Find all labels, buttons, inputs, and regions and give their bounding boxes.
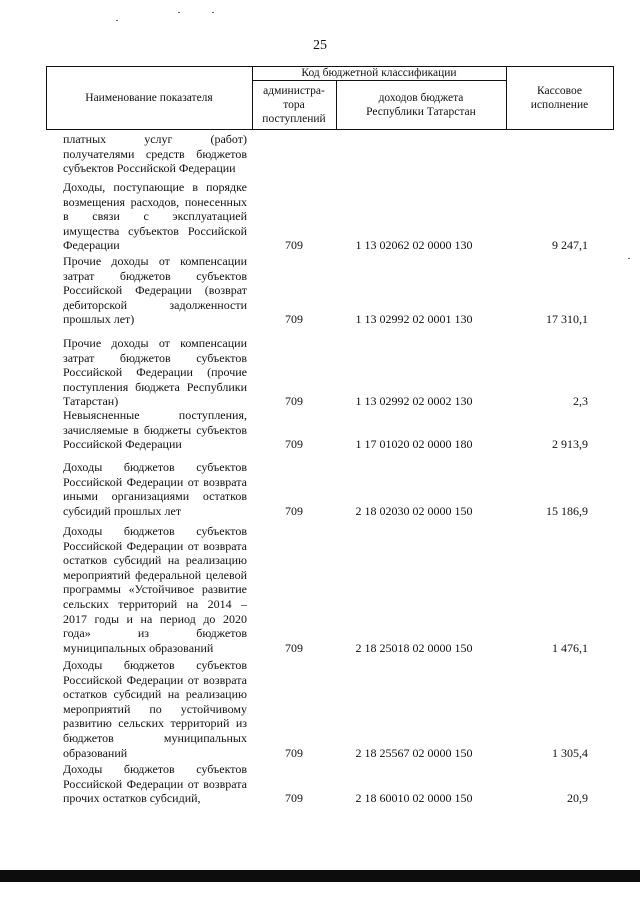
indicator-name-line: затрат бюджетов субъектов [63,268,247,283]
indicator-name-line: прошлых лет) [63,312,135,327]
indicator-name-line: иными организациями остатков [63,489,247,504]
indicator-name-line: Прочие доходы от компенсации [63,336,247,350]
row-budget-code: 2 18 60010 02 0000 150 [355,791,473,806]
indicator-name-line: возмещения расходов, понесенных [63,194,247,209]
row-budget-code: 2 18 02030 02 0000 150 [355,503,473,518]
row-indicator-name [63,336,247,409]
row-cash-execution: 2,3 [573,394,588,409]
row-admin-code: 709 [285,503,303,518]
indicator-name-line: Доходы бюджетов субъектов [63,460,247,474]
row-indicator-name [63,254,247,327]
indicator-name-line: Доходы бюджетов субъектов [63,762,247,776]
row-admin-code: 709 [285,238,303,253]
indicator-name-line: 2017 годы и на период до 2020 [63,611,247,626]
indicator-name-line: прочих остатков субсидий, [63,791,201,806]
row-budget-code: 1 17 01020 02 0000 180 [355,437,473,452]
row-cash-execution: 17 310,1 [546,312,588,327]
row-indicator-name [63,460,247,518]
row-cash-execution: 20,9 [567,791,588,806]
indicator-name-line: Татарстан) [63,394,119,409]
row-admin-code: 709 [285,640,303,655]
indicator-name-line: программы «Устойчивое развитие [63,582,247,597]
row-cash-execution: 1 305,4 [552,745,588,760]
indicator-name-line: Доходы, поступающие в порядке [63,180,247,194]
indicator-name-line: развитию сельских территорий из [63,716,247,731]
header-code-group: Код бюджетной классификации [301,67,457,79]
indicator-name-line: имущества субъектов Российской [63,223,247,238]
indicator-name-line: мероприятий федеральной целевой [63,567,247,582]
row-budget-code: 2 18 25567 02 0000 150 [355,745,473,760]
header-execution-column: Кассовое исполнение [530,85,589,111]
indicator-name-line: зачисляемые в бюджеты субъектов [63,422,247,437]
row-budget-code: 1 13 02992 02 0002 130 [355,394,473,409]
indicator-name-line: мероприятий по устойчивому [63,701,247,716]
indicator-name-line: дебиторской задолженности [63,297,247,312]
indicator-name-line: муниципальных образований [63,640,214,655]
row-indicator-name [63,132,247,176]
indicator-name-line: остатков субсидий на реализацию [63,687,247,702]
indicator-name-line: платных услуг (работ) [63,132,247,146]
scan-border [0,870,640,882]
row-budget-code: 1 13 02062 02 0000 130 [355,238,473,253]
header-name-column: Наименование показателя [85,92,213,104]
indicator-name-line: остатков субсидий на реализацию [63,553,247,568]
indicator-name-line: Российской Федерации от возврата [63,672,247,687]
row-indicator-name [63,180,247,253]
row-admin-code: 709 [285,745,303,760]
row-cash-execution: 9 247,1 [552,238,588,253]
indicator-name-line: образований [63,745,128,760]
indicator-name-line: субсидий прошлых лет [63,503,182,518]
row-cash-execution: 1 476,1 [552,640,588,655]
indicator-name-line: поступления бюджета Республики [63,379,247,394]
indicator-name-line: Российской Федерации от возврата [63,776,247,791]
indicator-name-line: в связи с эксплуатацией [63,209,247,224]
row-cash-execution: 15 186,9 [546,503,588,518]
row-indicator-name [63,524,247,655]
indicator-name-line: Российской Федерации [63,437,182,452]
header-admin-column: администра- тора поступлений [262,85,326,125]
indicator-name-line: Доходы бюджетов субъектов [63,658,247,672]
row-indicator-name [63,658,247,760]
row-budget-code: 1 13 02992 02 0001 130 [355,312,473,327]
row-cash-execution: 2 913,9 [552,437,588,452]
row-indicator-name [63,762,247,806]
indicator-name-line: Прочие доходы от компенсации [63,254,247,268]
row-admin-code: 709 [285,312,303,327]
indicator-name-line: затрат бюджетов субъектов [63,350,247,365]
indicator-name-line: Доходы бюджетов субъектов [63,524,247,538]
indicator-name-line: бюджетов муниципальных [63,730,247,745]
indicator-name-line: получателями средств бюджетов [63,146,247,161]
table-header [46,66,614,130]
row-admin-code: 709 [285,437,303,452]
page-number: 25 [313,38,327,53]
indicator-name-line: Российской Федерации от возврата [63,538,247,553]
indicator-name-line: Российской Федерации (прочие [63,365,247,380]
row-admin-code: 709 [285,394,303,409]
row-indicator-name [63,408,247,452]
indicator-name-line: субъектов Российской Федерации [63,161,236,176]
row-admin-code: 709 [285,791,303,806]
indicator-name-line: Невыясненные поступления, [63,408,247,422]
indicator-name-line: Российской Федерации от возврата [63,474,247,489]
header-income-column: доходов бюджета Республики Татарстан [366,92,476,118]
indicator-name-line: сельских территорий на 2014 – [63,596,247,611]
indicator-name-line: года» из бюджетов [63,626,247,641]
indicator-name-line: Федерации [63,238,120,253]
indicator-name-line: Российской Федерации (возврат [63,283,247,298]
row-budget-code: 2 18 25018 02 0000 150 [355,640,473,655]
